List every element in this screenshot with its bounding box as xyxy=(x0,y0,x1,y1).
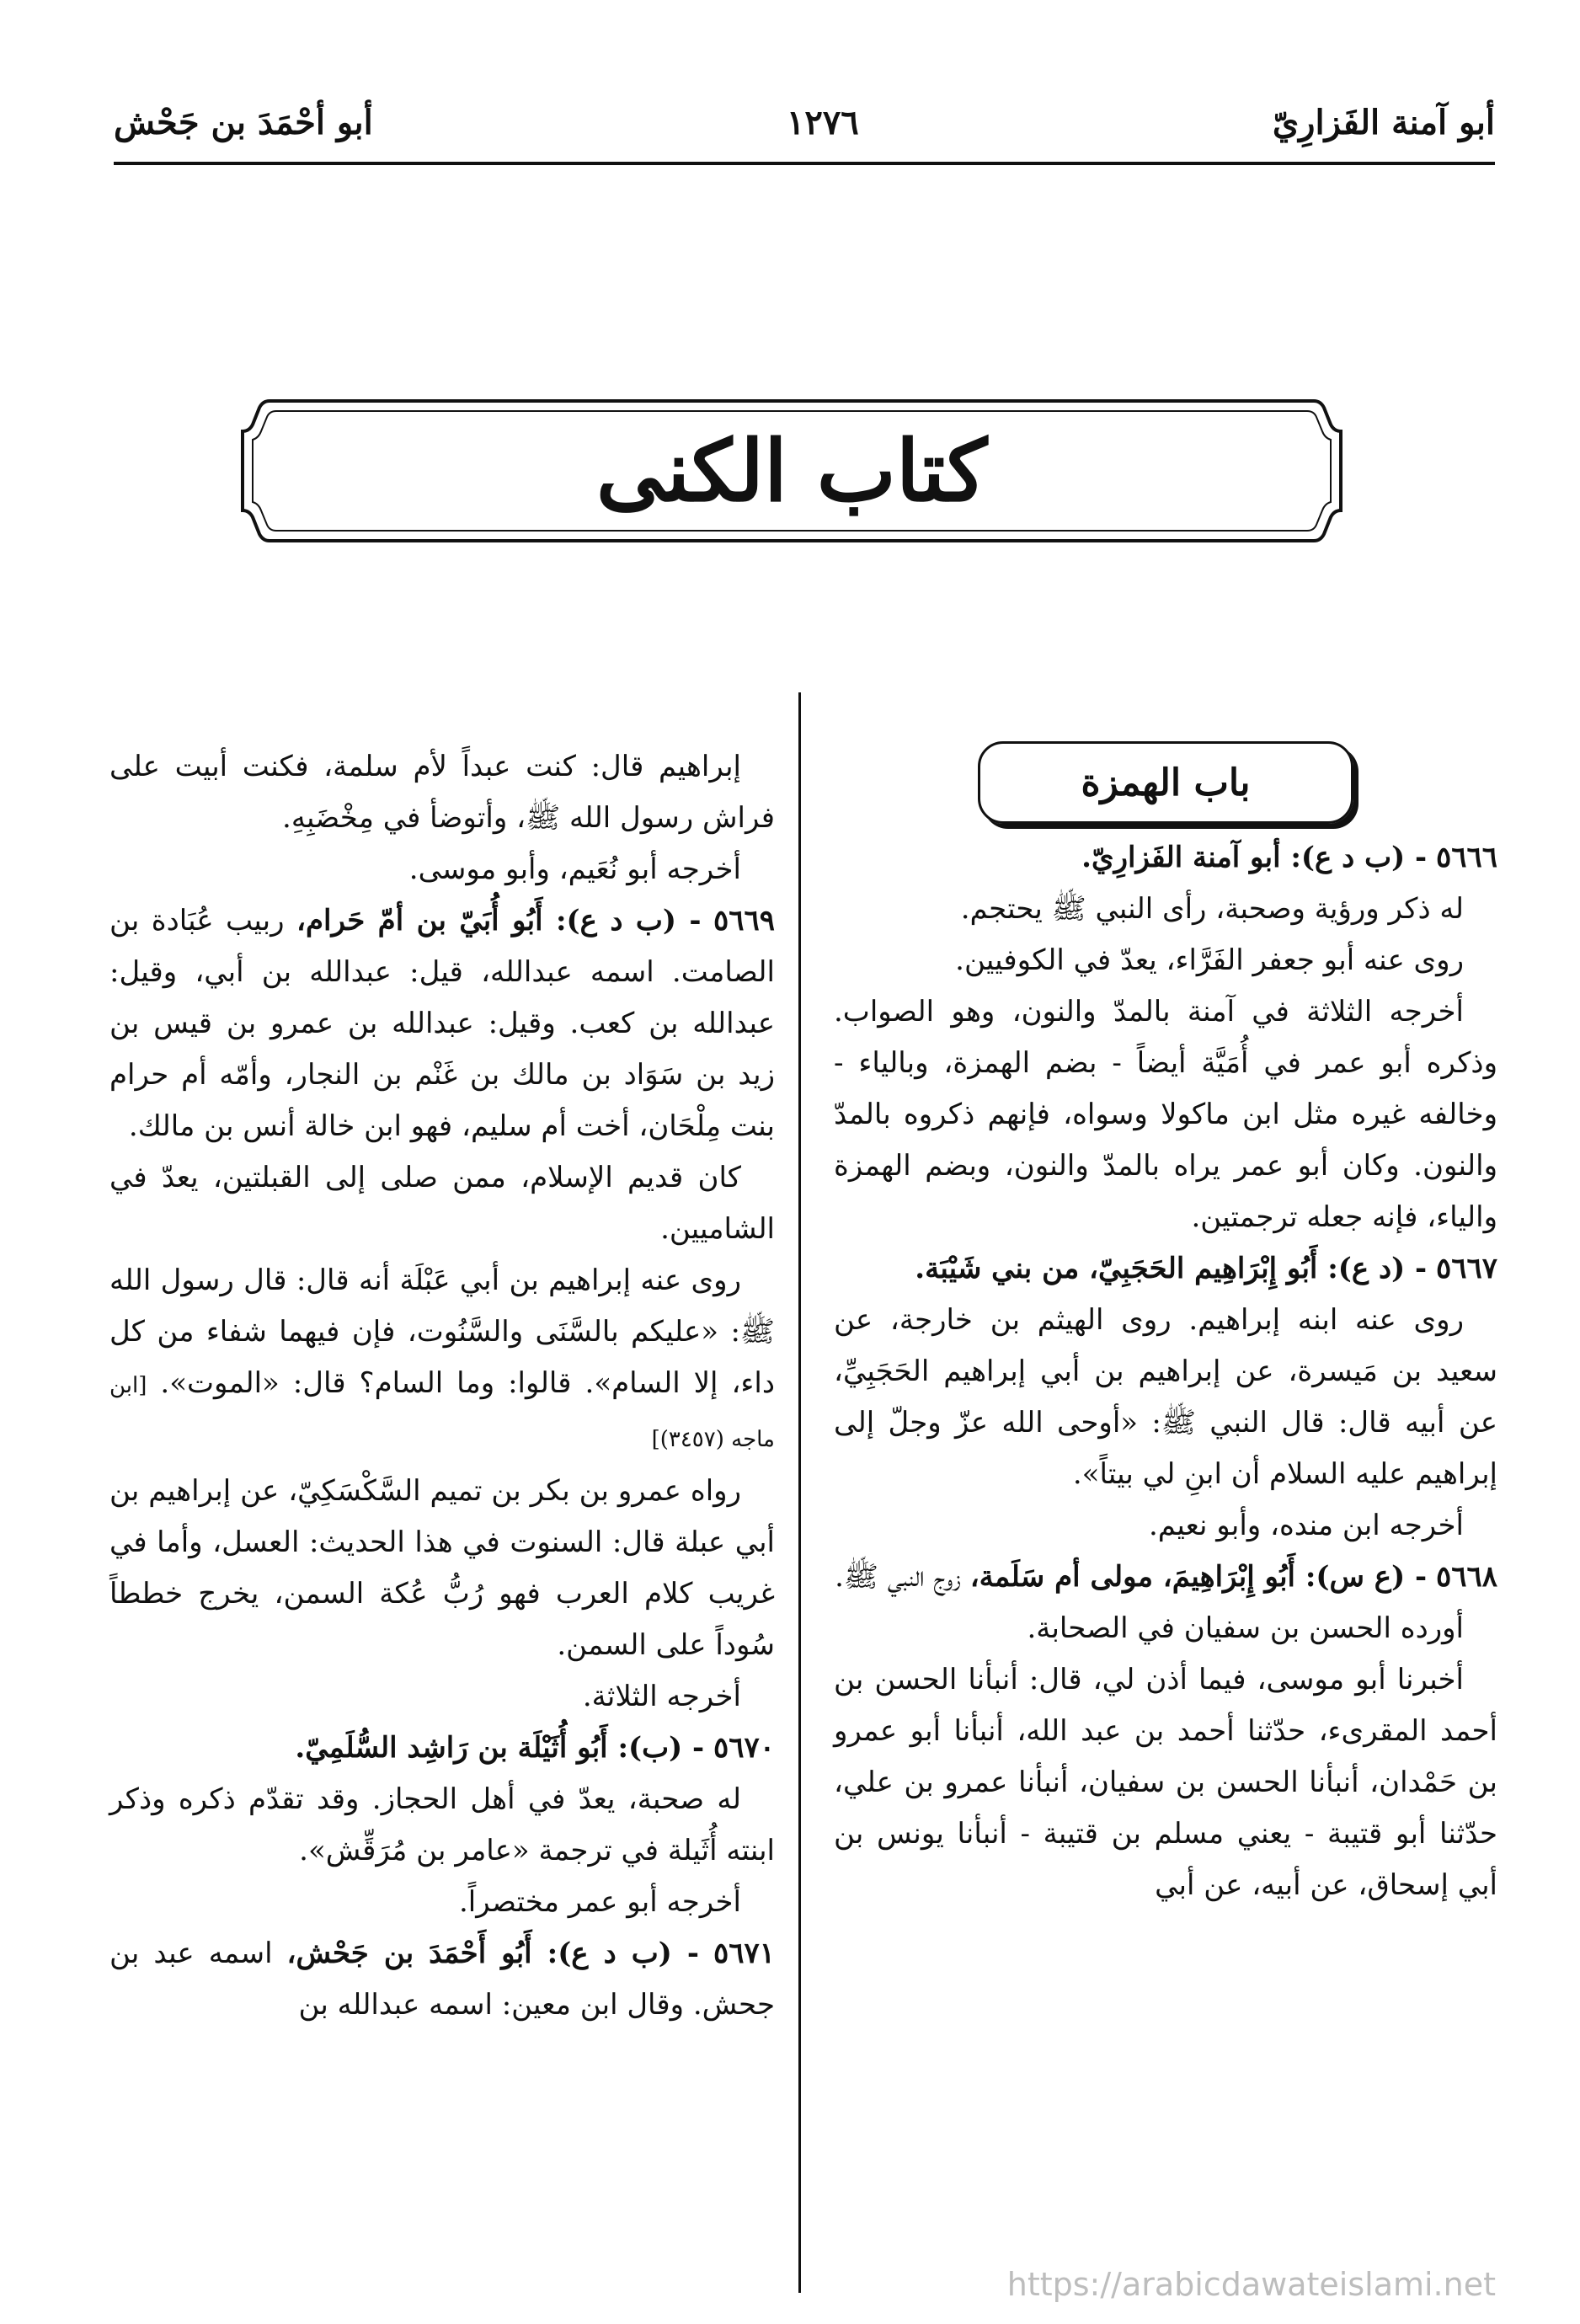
paragraph-text: أخبرنا أبو موسى، فيما أذن لي، قال: أنبأنا الحسن بن أحمد المقرىء، حدّثنا أحمد بن عبد الله، أنبأنا أبو عمرو بن حَمْدان، أنبأنا الحسن بن سفيان، أنبأنا عمرو بن علي، حدّثنا أبو قتيبة - يعني مسلم بن قتيبة - أنبأنا يونس بن أبي إسحاق، عن أبيه، عن أبي xyxy=(834,1663,1497,1902)
header-running-title-right: أبو آمنة الفَزارِيّ xyxy=(1272,102,1495,142)
text-paragraph xyxy=(109,1671,775,1723)
hadith-reference: [ابن ماجه (٣٤٥٧)] xyxy=(109,1373,775,1452)
text-paragraph xyxy=(834,1295,1497,1500)
paragraph-text: أخرجه أبو عمر مختصراً. xyxy=(459,1885,741,1919)
entry-heading: - (ب د ع): أَبُو أَحْمَدَ بن جَحْش، xyxy=(286,1937,699,1970)
book-title-frame xyxy=(236,394,1348,548)
entry-heading: - (ب): أَبُو أُثَيْلَة بن رَاشِد السُّلَمِيّ. xyxy=(295,1731,705,1765)
entry-number: ٥٦٦٧ xyxy=(1435,1252,1497,1285)
entry-heading: - (ب د ع): أبو آمنة الفَزارِيّ. xyxy=(1081,841,1428,874)
paragraph-text: ربيب عُبَادة بن الصامت. اسمه عبدالله، قيل: عبدالله بن أبي، وقيل: عبدالله بن كعب. وقيل: عبدالله بن عمرو بن قيس بن زيد بن سَوَاد بن مالك بن غَنْم بن النجار، وأمّه أم حرام بنت مِلْحَان، أخت أم سليم، فهو ابن خالة أنس بن مالك. xyxy=(109,904,775,1143)
chapter-heading-box xyxy=(978,741,1353,824)
paragraph-text: كان قديم الإسلام، ممن صلى إلى القبلتين، يعدّ في الشاميين. xyxy=(109,1161,775,1246)
paragraph-text: إبراهيم قال: كنت عبداً لأم سلمة، فكنت أبيت على فراش رسول الله ﷺ، وأتوضأ في مِخْضَبِهِ. xyxy=(109,750,775,835)
paragraph-text: له ذكر ورؤية وصحبة، رأى النبي ﷺ يحتجم. xyxy=(960,892,1464,926)
text-paragraph xyxy=(109,1774,775,1877)
text-paragraph xyxy=(834,884,1497,935)
entry-number: ٥٦٧٠ xyxy=(713,1731,775,1765)
entry-heading-paragraph xyxy=(109,895,775,1152)
entry-number: ٥٦٧١ xyxy=(713,1937,775,1970)
entry-heading: - (ع س): أَبُو إِبْرَاهِيمَ، مولى أم سَلَمة، xyxy=(969,1560,1428,1594)
book-title: كتاب الكنى xyxy=(595,421,988,521)
text-paragraph xyxy=(834,1603,1497,1654)
page-header xyxy=(114,84,1495,160)
paragraph-text: زوج النبي ﷺ. xyxy=(835,1560,961,1594)
paragraph-text: روى عنه ابنه إبراهيم. روى الهيثم بن خارجة، عن سعيد بن مَيسرة، عن إبراهيم بن أبي إبراهيم الحَجَبِيِّ، عن أبيه قال: قال النبي ﷺ: «أوحى الله عزّ وجلّ إلى إبراهيم عليه السلام أن ابنِ لي بيتاً». xyxy=(834,1303,1497,1491)
entry-number: ٥٦٦٩ xyxy=(713,904,776,938)
paragraph-text: أخرجه ابن منده، وأبو نعيم. xyxy=(1148,1509,1464,1542)
entry-heading: - (د ع): أَبُو إِبْرَاهِيم الحَجَبِيّ، من بني شَيْبَة. xyxy=(915,1252,1428,1285)
entry-heading-paragraph xyxy=(109,1928,775,2031)
text-paragraph xyxy=(834,986,1497,1243)
entry-number: ٥٦٦٦ xyxy=(1435,841,1497,874)
entry-number: ٥٦٦٨ xyxy=(1435,1560,1497,1594)
entry-heading: - (ب د ع): أَبُو أُبَيّ بن أمّ حَرام، xyxy=(296,904,702,938)
paragraph-text: رواه عمرو بن بكر بن تميم السَّكْسَكِيّ، عن إبراهيم بن أبي عبلة قال: السنوت في هذا الحديث: العسل، وأما في غريب كلام العرب فهو رُبُّ عُكة السمن، يخرج خططاً سُوداً على السمن. xyxy=(109,1474,775,1662)
text-paragraph xyxy=(109,1152,775,1255)
paragraph-text: له صحبة، يعدّ في أهل الحجاز. وقد تقدّم ذكره وذكر ابنته أُثَيلة في ترجمة «عامر بن مُرَقِّش». xyxy=(109,1782,775,1867)
text-paragraph xyxy=(109,741,775,844)
header-running-title-left: أبو أحْمَدَ بن جَحْش xyxy=(114,102,373,142)
entry-heading-paragraph xyxy=(834,1243,1497,1295)
right-column xyxy=(834,741,1497,1911)
entry-heading-paragraph xyxy=(834,1552,1497,1603)
text-paragraph xyxy=(109,1466,775,1671)
text-paragraph xyxy=(834,935,1497,986)
text-paragraph xyxy=(834,1654,1497,1911)
entry-heading-paragraph xyxy=(109,1723,775,1774)
paragraph-text: أورده الحسن بن سفيان في الصحابة. xyxy=(1027,1611,1464,1645)
paragraph-text: روى عنه إبراهيم بن أبي عَبْلَة أنه قال: قال رسول الله ﷺ: «عليكم بالسَّنَى والسَّنُوت، فإن فيهما شفاء من كل داء، إلا السام». قالوا: وما السام؟ قال: «الموت». xyxy=(109,1264,775,1400)
entry-heading-paragraph xyxy=(834,832,1497,884)
text-paragraph xyxy=(834,1500,1497,1552)
paragraph-text: أخرجه الثلاثة. xyxy=(582,1680,741,1713)
column-divider xyxy=(798,692,801,2293)
paragraph-text: روى عنه أبو جعفر الفَرَّاء، يعدّ في الكوفيين. xyxy=(955,943,1464,977)
page-number: ١٢٧٦ xyxy=(786,102,859,142)
text-paragraph xyxy=(109,1877,775,1928)
watermark-url: https://arabicdawateislami.net xyxy=(1006,2266,1496,2303)
text-paragraph xyxy=(109,844,775,895)
paragraph-text: اسمه عبد بن جحش. وقال ابن معين: اسمه عبدالله بن xyxy=(109,1937,775,2022)
left-column xyxy=(109,741,775,2031)
chapter-heading: باب الهمزة xyxy=(1081,761,1251,804)
header-rule xyxy=(114,162,1495,165)
paragraph-text: أخرجه أبو نُعَيم، وأبو موسى. xyxy=(408,852,741,886)
text-paragraph xyxy=(109,1255,775,1466)
paragraph-text: أخرجه الثلاثة في آمنة بالمدّ والنون، وهو الصواب. وذكره أبو عمر في أُمَيَّة أيضاً - بضم الهمزة، وبالياء - وخالفه غيره مثل ابن ماكولا وسواه، فإنهم ذكروه بالمدّ والنون. وكان أبو عمر يراه بالمدّ والنون، وبضم الهمزة والياء، فإنه جعله ترجمتين. xyxy=(834,995,1497,1234)
